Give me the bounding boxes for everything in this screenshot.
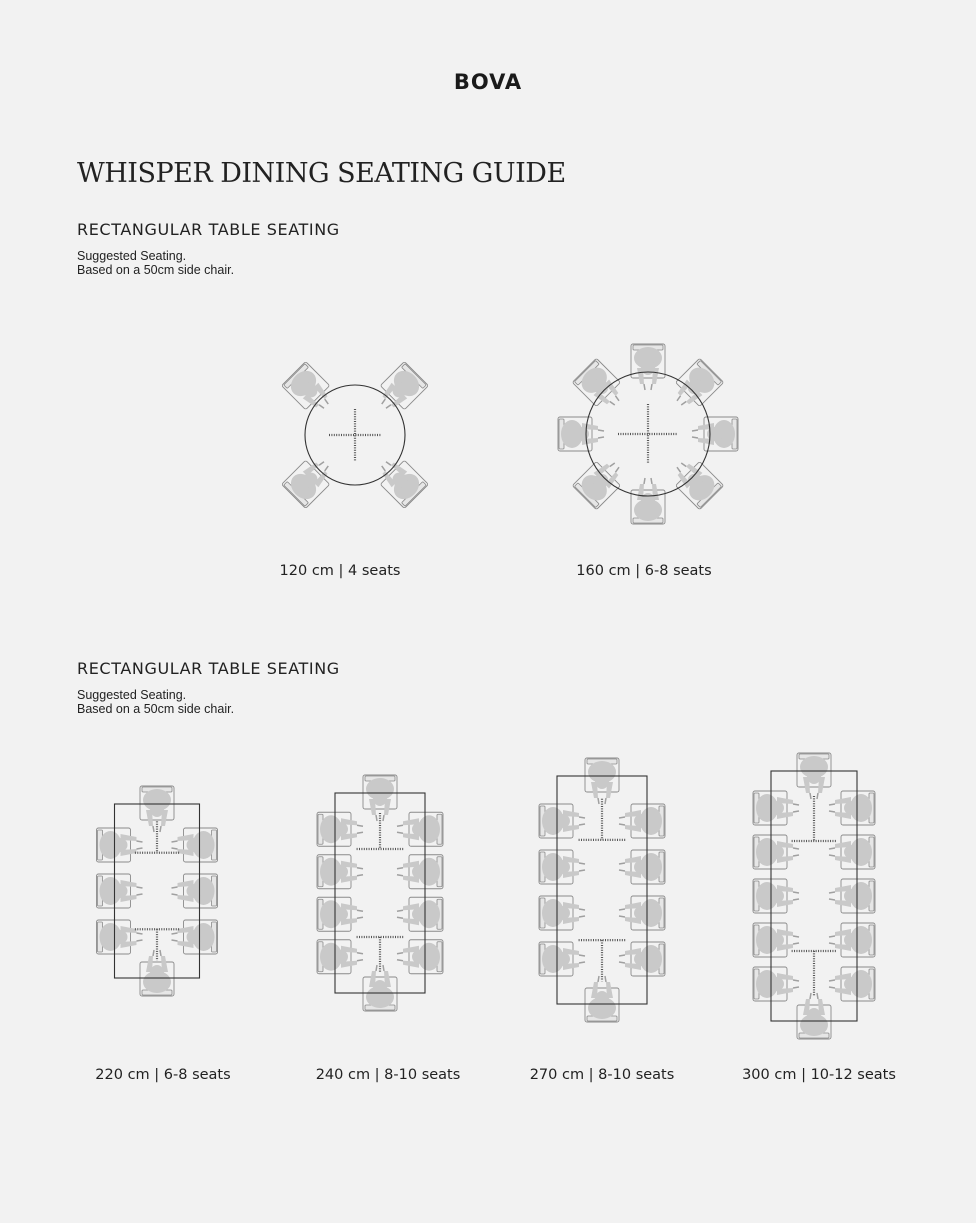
chair-icon — [140, 786, 174, 832]
note-line: Based on a 50cm side chair. — [77, 702, 235, 716]
table-base — [618, 404, 678, 464]
chair-icon — [572, 453, 629, 510]
chair-icon — [539, 804, 585, 838]
chair-icon — [317, 855, 363, 889]
rect-table-220-diagram — [76, 770, 238, 1012]
chair-icon — [317, 940, 363, 974]
chair-icon — [797, 753, 831, 799]
caption-table-240: 240 cm | 8-10 seats — [315, 1067, 461, 1083]
chair-icon — [619, 804, 665, 838]
chair-icon — [539, 850, 585, 884]
chair-icon — [97, 874, 143, 908]
caption-table-300: 300 cm | 10-12 seats — [742, 1067, 896, 1083]
rect-table-300-diagram — [733, 732, 895, 1060]
chair-icon — [140, 950, 174, 996]
chair-icon — [829, 791, 875, 825]
chair-icon — [585, 758, 619, 804]
section-heading-round: RECTANGULAR TABLE SEATING — [77, 220, 340, 239]
note-line: Suggested Seating. — [77, 688, 187, 702]
chair-icon — [619, 896, 665, 930]
table-base — [357, 937, 404, 973]
chair-icon — [397, 855, 443, 889]
chair-icon — [619, 942, 665, 976]
chair-icon — [797, 993, 831, 1039]
caption-table-120: 120 cm | 4 seats — [279, 563, 401, 579]
chair-icon — [631, 478, 665, 524]
chair-icon — [692, 417, 738, 451]
table-base — [357, 813, 404, 849]
table-top — [305, 385, 405, 485]
chair-icon — [97, 920, 143, 954]
chair-icon — [97, 828, 143, 862]
section-note-round — [77, 249, 234, 277]
chair-icon — [372, 452, 429, 509]
caption-table-270: 270 cm | 8-10 seats — [529, 1067, 675, 1083]
chair-icon — [667, 358, 724, 415]
note-line: Suggested Seating. — [77, 249, 187, 263]
chair-icon — [363, 965, 397, 1011]
chair-icon — [397, 812, 443, 846]
chair-icon — [172, 874, 218, 908]
chair-icon — [558, 417, 604, 451]
chair-icon — [172, 828, 218, 862]
chair-icon — [753, 791, 799, 825]
chair-icon — [282, 452, 339, 509]
chair-icon — [397, 940, 443, 974]
chair-icon — [585, 976, 619, 1022]
chair-icon — [372, 362, 429, 419]
chair-icon — [829, 879, 875, 913]
chair-icon — [631, 344, 665, 390]
note-line: Based on a 50cm side chair. — [77, 263, 235, 277]
table-base — [579, 940, 626, 981]
table-base — [329, 409, 381, 461]
chair-icon — [317, 897, 363, 931]
chair-icon — [753, 967, 799, 1001]
caption-table-160: 160 cm | 6-8 seats — [576, 563, 712, 579]
section-note-rect — [77, 688, 234, 716]
chair-icon — [667, 453, 724, 510]
chair-icon — [829, 923, 875, 957]
caption-table-220: 220 cm | 6-8 seats — [95, 1067, 231, 1083]
round-table-120-diagram — [260, 340, 450, 530]
chair-icon — [539, 896, 585, 930]
rect-table-270-diagram — [517, 740, 687, 1040]
section-heading-rect: RECTANGULAR TABLE SEATING — [77, 659, 340, 678]
rect-table-240-diagram — [296, 755, 464, 1031]
chair-icon — [363, 775, 397, 821]
chair-icon — [282, 362, 339, 419]
table-base — [792, 796, 837, 841]
chair-icon — [829, 835, 875, 869]
brand-logo: BOVA — [453, 70, 523, 94]
chair-icon — [753, 879, 799, 913]
table-base — [579, 799, 626, 840]
chair-icon — [619, 850, 665, 884]
table-base — [792, 951, 837, 996]
chair-icon — [317, 812, 363, 846]
chair-icon — [172, 920, 218, 954]
chair-icon — [397, 897, 443, 931]
chair-icon — [572, 358, 629, 415]
chair-icon — [829, 967, 875, 1001]
chair-icon — [539, 942, 585, 976]
round-table-160-diagram — [548, 336, 748, 532]
page-title: WHISPER DINING SEATING GUIDE — [77, 158, 566, 189]
